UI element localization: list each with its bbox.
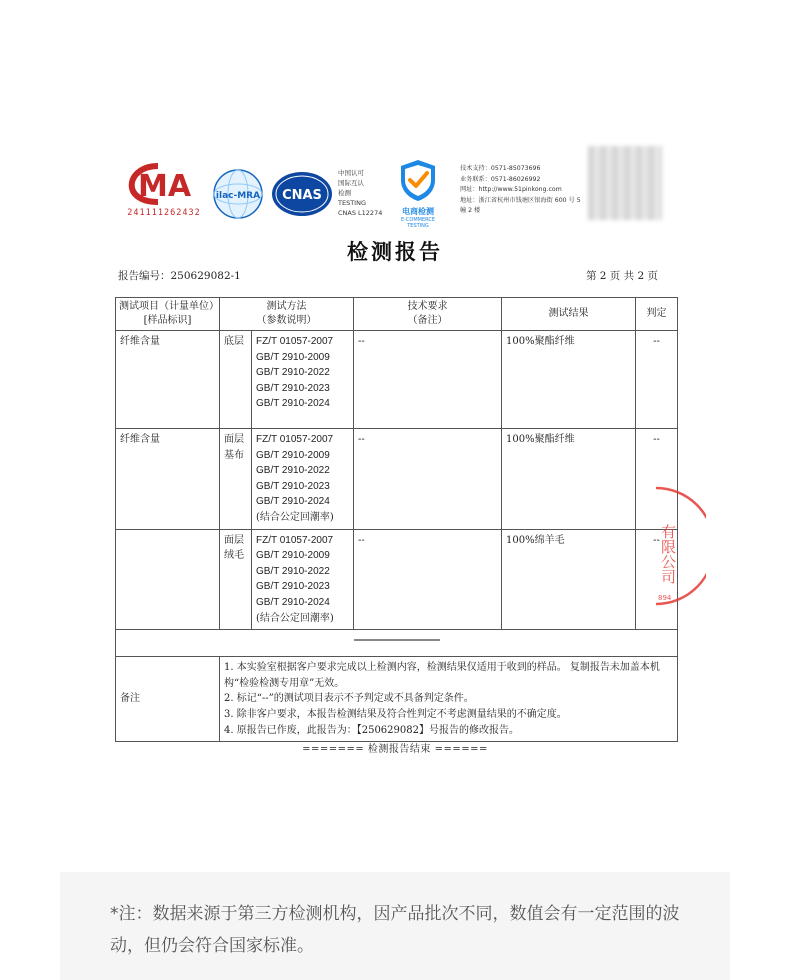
judgement-cell: -- (636, 331, 678, 429)
table-row (116, 429, 678, 530)
cma-logo (118, 162, 210, 218)
divider-cell (116, 630, 678, 657)
cnas-line: 国际互认 (338, 179, 364, 187)
footnote-text: *注：数据来源于第三方检测机构，因产品批次不同，数值会有一定范围的波动，但仍会符合国家标准。 (110, 904, 680, 956)
contact-info (460, 164, 590, 217)
seal-code: 894 (658, 594, 672, 602)
requirement-cell: -- (354, 529, 502, 630)
note-item: 1. 本实验室根据客户要求完成以上检测内容，检测结果仅适用于收到的样品。 复制报告未加盖本机构“检验检测专用章”无效。 (224, 662, 660, 689)
standards-cell: FZ/T 01057-2007 GB/T 2910-2009 GB/T 2910-2022 GB/T 2910-2023 GB/T 2910-2024 (252, 331, 354, 429)
report-title: 检测报告 (347, 239, 443, 264)
ilac-mra-text: ilac-MRA (215, 191, 261, 201)
divider-row (116, 630, 678, 657)
shield-check-icon (398, 158, 438, 202)
report-number (118, 268, 241, 283)
part-cell: 底层 (220, 331, 252, 429)
cma-number: 241111262432 (127, 208, 201, 218)
divider-line (354, 639, 440, 641)
cnas-line: TESTING (338, 199, 366, 207)
ecommerce-testing-logo (390, 158, 446, 229)
ilac-mra-logo (212, 168, 264, 220)
result-cell: 100%绵羊毛 (502, 529, 636, 630)
cnas-logo (270, 168, 334, 220)
seal-text: 有限公司 (659, 524, 677, 584)
report-number-value: 250629082-1 (170, 270, 241, 282)
header-judgement: 判定 (636, 298, 678, 331)
header-result: 测试结果 (502, 298, 636, 331)
contact-line: 技术支持：0571-85073696 (460, 165, 541, 172)
result-cell: 100%聚酯纤维 (502, 331, 636, 429)
page-info: 第 2 页 共 2 页 (585, 270, 658, 282)
header-requirement: 技术要求 （备注） (354, 298, 502, 331)
requirement-cell: -- (354, 429, 502, 530)
contact-line: 业务联系：0571-86026992 (460, 175, 541, 183)
requirement-cell: -- (354, 331, 502, 429)
report-end-marker: ======= 检测报告结束 ====== (302, 744, 488, 755)
table-header-row (116, 298, 678, 331)
item-cell: 纤维含量 (116, 429, 220, 530)
judgement-cell: -- (636, 529, 678, 630)
note-item: 3. 除非客户要求，本报告检测结果及符合性判定不考虑测量结果的不确定度。 (224, 708, 567, 720)
table-row (116, 529, 678, 630)
cnas-text: CNAS (282, 188, 322, 203)
contact-line: 网址：http://www.51pinkong.com (460, 186, 562, 193)
item-cell (116, 529, 220, 630)
ecommerce-label: 电商检测 (402, 207, 434, 216)
part-cell: 面层 基布 (220, 429, 252, 530)
standards-cell: FZ/T 01057-2007 GB/T 2910-2009 GB/T 2910-2022 GB/T 2910-2023 GB/T 2910-2024 (结合公定回潮率) (252, 429, 354, 530)
cnas-accreditation-text (338, 168, 382, 218)
contact-line: 地址：浙江省杭州市钱塘区银海街 600 号 5 (460, 196, 581, 204)
notes-cell (220, 657, 678, 742)
part-cell: 面层 绒毛 (220, 529, 252, 630)
result-cell: 100%聚酯纤维 (502, 429, 636, 530)
item-cell: 纤维含量 (116, 331, 220, 429)
notes-row (116, 657, 678, 742)
company-seal-stamp (646, 484, 706, 608)
cnas-line: CNAS L12274 (338, 209, 383, 217)
footnote-box (60, 872, 730, 980)
contact-line: 幢 2 楼 (460, 207, 481, 214)
standards-cell: FZ/T 01057-2007 GB/T 2910-2009 GB/T 2910-2022 GB/T 2910-2023 GB/T 2910-2024 (结合公定回潮率) (252, 529, 354, 630)
header-method: 测试方法 （参数说明） (220, 298, 354, 331)
judgement-cell: -- (636, 429, 678, 530)
cnas-line: 检测 (338, 189, 351, 197)
ecommerce-sub-label: E-COMMERCE TESTING (400, 217, 436, 229)
note-item: 4. 原报告已作废，此报告为：【250629082】号报告的修改报告。 (224, 724, 519, 736)
header-item: 测试项目（计量单位） [样品标识] (116, 298, 220, 331)
cnas-line: 中国认可 (338, 169, 364, 177)
results-table (115, 297, 678, 742)
header-logos (118, 142, 678, 229)
table-row (116, 331, 678, 429)
report-number-label: 报告编号： (118, 270, 171, 282)
notes-label: 备注 (116, 657, 220, 742)
cma-logo-text: MA (138, 169, 192, 204)
note-item: 2. 标记“--”的测试项目表示不予判定或不具备判定条件。 (224, 693, 474, 705)
qr-code-blurred (588, 146, 662, 220)
